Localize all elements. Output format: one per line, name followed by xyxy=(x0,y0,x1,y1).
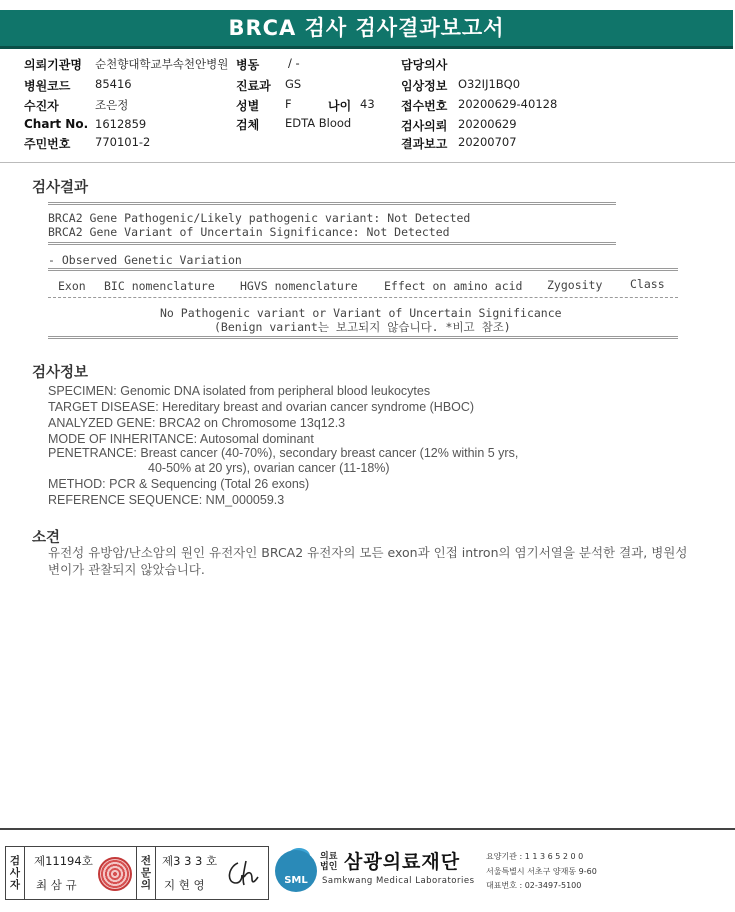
clinical-value: O32IJ1BQ0 xyxy=(458,77,521,91)
benign-note: (Benign variant는 보고되지 않습니다. *비고 참조) xyxy=(214,320,511,334)
institution-label: 의뢰기관명 xyxy=(24,58,82,72)
penetrance: PENETRANCE: Breast cancer (40-70%), secondary breast cancer (12% within 5 yrs, xyxy=(48,446,519,460)
institution-value: 순천향대학교부속천안병원 xyxy=(95,57,229,71)
agency-number: 요양기관 : 1 1 3 6 5 2 0 0 xyxy=(486,852,584,861)
patient-label: 수진자 xyxy=(24,99,59,113)
method: METHOD: PCR & Sequencing (Total 26 exons) xyxy=(48,477,310,491)
report-title: BRCA 검사 검사결과보고서 xyxy=(0,10,733,49)
separator xyxy=(48,336,678,339)
specimen-label: 검체 xyxy=(236,118,260,132)
examiner-seal-icon xyxy=(98,857,132,891)
org-name: 삼광의료재단 xyxy=(344,851,461,873)
separator xyxy=(48,268,678,271)
col-bic: BIC nomenclature xyxy=(104,279,215,293)
separator xyxy=(48,202,616,205)
dept-label: 진료과 xyxy=(236,79,271,93)
specimen-value: EDTA Blood xyxy=(285,116,352,130)
receipt-value: 20200629-40128 xyxy=(458,97,558,111)
examiner-label: 검 사 자 xyxy=(6,847,25,899)
ward-label: 병동 xyxy=(236,58,260,72)
signature-box xyxy=(5,846,269,900)
age-label: 나이 xyxy=(328,99,352,113)
sml-logo: SML xyxy=(275,850,317,892)
chart-value: 1612859 xyxy=(95,117,147,131)
signature-icon xyxy=(224,857,264,891)
request-label: 검사의뢰 xyxy=(401,119,448,133)
col-class: Class xyxy=(630,277,665,291)
examiner-number: 제11194호 xyxy=(34,854,93,868)
observed-variation: - Observed Genetic Variation xyxy=(48,253,242,267)
header-divider xyxy=(0,162,735,163)
report-value: 20200707 xyxy=(458,135,517,149)
org-name-en: Samkwang Medical Laboratories xyxy=(322,876,475,886)
inheritance-mode: MODE OF INHERITANCE: Autosomal dominant xyxy=(48,432,314,446)
reviewer-name: 지 현 영 xyxy=(164,878,205,892)
receipt-label: 접수번호 xyxy=(401,99,448,113)
reviewer-number: 제3 3 3 호 xyxy=(162,854,218,868)
dept-value: GS xyxy=(285,77,302,91)
clinical-label: 임상정보 xyxy=(401,79,448,93)
org-kind: 의료 법인 xyxy=(320,852,338,872)
target-disease: TARGET DISEASE: Hereditary breast and ovarian cancer syndrome (HBOC) xyxy=(48,400,475,414)
hospital-code-label: 병원코드 xyxy=(24,79,71,93)
hospital-code-value: 85416 xyxy=(95,77,132,91)
reviewer-label: 전 문 의 xyxy=(136,847,156,899)
resident-label: 주민번호 xyxy=(24,137,71,151)
opinion-text: 유전성 유방암/난소암의 원인 유전자인 BRCA2 유전자의 모든 exon과 인접 intron의 염기서열을 분석한 결과, 병원성 변이가 관찰되지 않았습니다. xyxy=(48,545,688,577)
separator xyxy=(48,242,616,245)
pathogenic-result: BRCA2 Gene Pathogenic/Likely pathogenic variant: Not Detected xyxy=(48,211,471,225)
penetrance-cont: 40-50% at 20 yrs), ovarian cancer (11-18%) xyxy=(148,461,390,475)
org-address: 서울특별시 서초구 양재동 9-60 xyxy=(486,867,597,876)
opinion-heading: 소견 xyxy=(32,530,61,546)
reference-sequence: REFERENCE SEQUENCE: NM_000059.3 xyxy=(48,493,285,507)
footer-divider xyxy=(0,828,735,830)
col-exon: Exon xyxy=(58,279,86,293)
doctor-label: 담당의사 xyxy=(401,58,448,72)
report-label: 결과보고 xyxy=(401,137,448,151)
examiner-name: 최 삼 규 xyxy=(36,878,77,892)
sex-value: F xyxy=(285,97,292,111)
request-value: 20200629 xyxy=(458,117,517,131)
chart-label: Chart No. xyxy=(24,117,89,131)
vus-result: BRCA2 Gene Variant of Uncertain Significance: Not Detected xyxy=(48,225,450,239)
separator xyxy=(48,297,678,298)
resident-value: 770101-2 xyxy=(95,135,151,149)
col-zygosity: Zygosity xyxy=(547,278,603,292)
age-value: 43 xyxy=(360,97,375,111)
no-variant-text: No Pathogenic variant or Variant of Uncertain Significance xyxy=(160,306,562,320)
info-heading: 검사정보 xyxy=(32,365,89,381)
patient-value: 조은정 xyxy=(95,98,129,112)
sex-label: 성별 xyxy=(236,99,260,113)
analyzed-gene: ANALYZED GENE: BRCA2 on Chromosome 13q12.3 xyxy=(48,416,346,430)
org-phone: 대표번호 : 02-3497-5100 xyxy=(486,881,582,890)
specimen-info: SPECIMEN: Genomic DNA isolated from peripheral blood leukocytes xyxy=(48,384,431,398)
result-heading: 검사결과 xyxy=(32,180,89,196)
col-hgvs: HGVS nomenclature xyxy=(240,279,358,293)
ward-value: / - xyxy=(288,56,300,70)
col-effect: Effect on amino acid xyxy=(384,279,523,293)
